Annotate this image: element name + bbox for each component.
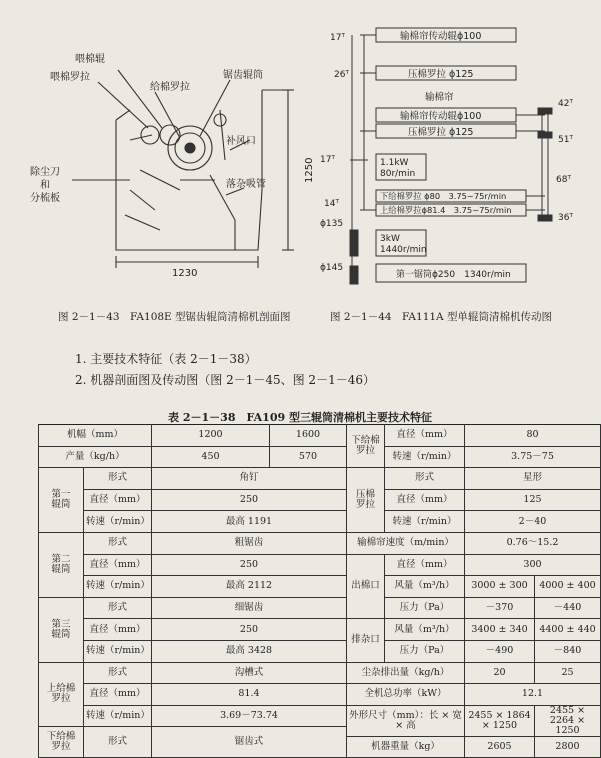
table-row [39,489,601,511]
cell-group-3: 第三 辊筒 [39,597,84,662]
cell: 最高 1191 [152,511,347,533]
cell: －840 [535,640,601,662]
gear-17b: 17ᵀ [320,155,335,165]
cell-outlet-group: 出棉口 [347,554,385,619]
box-lower-feed-roller: 下给棉罗拉 ϕ80 3.75~75r/min [380,191,507,201]
cell: －490 [465,640,535,662]
cell: 转速（r/min） [84,705,152,727]
label-cotton-roller: 喂棉罗拉 [50,72,90,83]
cell: 星形 [465,468,601,490]
box-conveyor-drive-1: 输棉帘传动辊ϕ100 [400,31,482,42]
pulley-135: ϕ135 [320,219,344,229]
cell: －440 [535,597,601,619]
cell: 沟槽式 [152,662,347,684]
cell: 2455 × 1864 × 1250 [465,705,535,736]
cell: 2455 × 2264 × 1250 [535,705,601,736]
cell-group-2: 第二 辊筒 [39,532,84,597]
cell: 输棉帘速度（m/min） [347,532,465,554]
label-conveyor: 输棉帘 [425,92,454,103]
cell: 直径（mm） [385,489,465,511]
cell: 转速（r/min） [385,511,465,533]
table-row [39,576,601,598]
table-row [39,640,601,662]
fig44-caption: 图 2－1－44 FA111A 型单辊筒清棉机传动图 [330,311,552,323]
cell: 形式 [84,727,152,758]
cell: 直径（mm） [84,684,152,706]
fig44-transmission-diagram [320,20,600,290]
gear-68: 68ᵀ [556,175,571,185]
cell: 81.4 [152,684,347,706]
cell: 机器重量（kg） [347,736,465,758]
table-row [39,662,601,684]
cell: 转速（r/min） [84,576,152,598]
dim-width: 1230 [172,268,198,279]
box-upper-feed-roller: 上给棉罗拉ϕ81.4 3.75~75r/min [380,205,512,215]
table-row [39,597,601,619]
cell-group-5: 下给棉 罗拉 [39,727,84,758]
gear-17a: 17ᵀ [330,33,345,43]
table-row [39,532,601,554]
cell: 3.75－75 [465,446,601,468]
gear-36: 36ᵀ [558,213,573,223]
box-conveyor-drive-2: 输棉帘传动辊ϕ100 [400,111,482,122]
table-title: 表 2－1－38 FA109 型三辊筒清棉机主要技术特征 [168,411,432,424]
motor2-speed: 1440r/min [380,245,427,255]
table-row [39,619,601,641]
cell: 3.69－73.74 [152,705,347,727]
cell: 2800 [535,736,601,758]
cell: 形式 [84,532,152,554]
item-2: 2. 机器剖面图及传动图（图 2－1－45、图 2－1－46） [75,373,375,387]
gear-26: 26ᵀ [334,70,349,80]
cell-group-1: 第一 辊筒 [39,468,84,533]
cell: 1200 [152,425,270,447]
cell: 机幅（mm） [39,425,152,447]
cell: 外形尺寸（mm）：长 × 宽 × 高 [347,705,465,736]
motor2-power: 3kW [380,234,400,244]
cell: 形式 [385,468,465,490]
cell: 250 [152,619,347,641]
cell: 12.1 [465,684,601,706]
cell: 直径（mm） [84,619,152,641]
cell: 570 [270,446,347,468]
cell: 4400 ± 440 [535,619,601,641]
box-press-roller-2: 压棉罗拉 ϕ125 [408,127,474,138]
label-saw-drum: 锯齿辊筒 [223,70,263,81]
cell: 风量（m³/h） [385,576,465,598]
cell: 形式 [84,662,152,684]
label-grid: 分梳板 [30,193,60,204]
label-and: 和 [40,180,50,191]
cell: 粗锯齿 [152,532,347,554]
label-trash-pipe: 落杂吸管 [226,179,266,190]
cell: 最高 2112 [152,576,347,598]
cell: 直径（mm） [385,554,465,576]
table-row [39,425,601,447]
cell: 全机总功率（kW） [347,684,465,706]
cell: 角钉 [152,468,347,490]
cell-press-group: 压棉 罗拉 [347,468,385,533]
box-first-drum: 第一锯筒ϕ250 1340r/min [396,270,511,280]
table-row [39,511,601,533]
gear-14: 14ᵀ [324,199,339,209]
cell: 直径（mm） [84,554,152,576]
table-row [39,705,601,727]
cell: 转速（r/min） [84,640,152,662]
cell: 转速（r/min） [84,511,152,533]
cell: 形式 [84,468,152,490]
cell: 产量（kg/h） [39,446,152,468]
cell: 尘杂排出量（kg/h） [347,662,465,684]
cell: 250 [152,489,347,511]
cell: 2－40 [465,511,601,533]
cell: 细锯齿 [152,597,347,619]
cell: 20 [465,662,535,684]
dim-height: 1250 [304,157,315,183]
cell: 125 [465,489,601,511]
cell: 450 [152,446,270,468]
cell: 25 [535,662,601,684]
fig43-caption: 图 2－1－43 FA108E 型锯齿辊筒清棉机剖面图 [58,311,291,323]
cell: 压力（Pa） [385,640,465,662]
label-dust-knife: 除尘刀 [30,167,60,178]
cell: 80 [465,425,601,447]
cell: 最高 3428 [152,640,347,662]
cell: 0.76～15.2 [465,532,601,554]
cell: 直径（mm） [385,425,465,447]
table-row [39,554,601,576]
cell: 2605 [465,736,535,758]
label-feed-roller: 喂棉辊 [75,54,105,65]
cell-trash-group: 排杂口 [347,619,385,662]
label-air-inlet: 补风口 [226,136,256,147]
cell: 250 [152,554,347,576]
fig43-section-drawing [30,40,315,300]
pulley-145: ϕ145 [320,263,344,273]
cell: 压力（Pa） [385,597,465,619]
spec-table [38,424,601,758]
motor1-speed: 80r/min [380,169,416,179]
cell: 直径（mm） [84,489,152,511]
box-press-roller-1: 压棉罗拉 ϕ125 [408,69,474,80]
cell: 转速（r/min） [385,446,465,468]
cell-group-4: 上给棉 罗拉 [39,662,84,727]
cell: 3400 ± 340 [465,619,535,641]
cell: 3000 ± 300 [465,576,535,598]
motor1-power: 1.1kW [380,158,409,168]
item-1: 1. 主要技术特征（表 2－1－38） [75,352,257,366]
cell: 300 [465,554,601,576]
cell: 1600 [270,425,347,447]
table-row [39,468,601,490]
gear-51: 51ᵀ [558,135,573,145]
cell: 风量（m³/h） [385,619,465,641]
table-row [39,446,601,468]
cell: －370 [465,597,535,619]
gear-42: 42ᵀ [558,99,573,109]
label-feeding-roller: 给棉罗拉 [150,82,190,93]
cell: 形式 [84,597,152,619]
cell: 锯齿式 [152,727,347,758]
table-row [39,684,601,706]
cell-lower-roller-group: 下给棉 罗拉 [347,425,385,468]
cell: 4000 ± 400 [535,576,601,598]
